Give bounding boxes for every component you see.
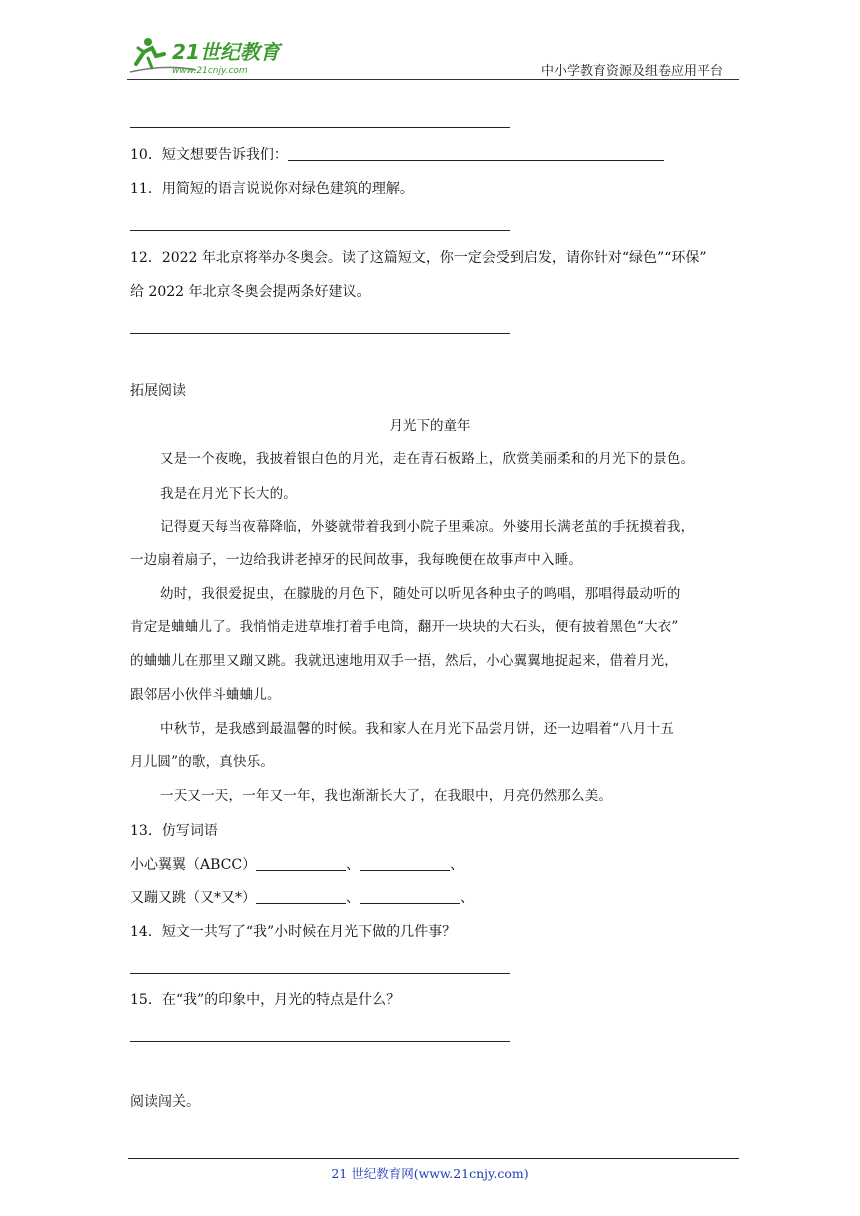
pattern-label: 小心翼翼（ABCC） (130, 857, 257, 873)
question-11: 11．用简短的语言说说你对绿色建筑的理解。 (130, 181, 414, 197)
answer-blank[interactable] (288, 146, 664, 161)
header-divider (127, 79, 739, 80)
passage-line: 一边扇着扇子，一边给我讲老掉牙的民间故事，我每晚便在故事声中入睡。 (130, 552, 583, 568)
answer-line[interactable] (130, 333, 510, 334)
question-15: 15．在“我”的印象中，月光的特点是什么？ (130, 992, 401, 1008)
answer-blank[interactable] (256, 856, 346, 871)
passage-line: 中秋节，是我感到最温馨的时候。我和家人在月光下品尝月饼，还一边唱着“八月十五 (160, 721, 675, 737)
question-12-line1: 12．2022 年北京将举办冬奥会。读了这篇短文，你一定会受到启发，请你针对“绿色”“环保” (130, 250, 707, 266)
passage-line: 幼时，我很爱捉虫，在朦胧的月色下，随处可以听见各种虫子的鸣唱，那唱得最动听的 (160, 586, 681, 602)
footer-divider (128, 1158, 739, 1159)
runner-logo-icon (126, 34, 286, 78)
section-heading: 拓展阅读 (130, 383, 186, 399)
site-logo (126, 34, 286, 78)
question-13-row-b: 又蹦又跳（又*又*） 、 、 (130, 890, 474, 906)
passage-line: 一天又一天，一年又一年，我也渐渐长大了，在我眼中，月亮仍然那么美。 (160, 788, 613, 804)
question-12-line2: 给 2022 年北京冬奥会提两条好建议。 (130, 284, 371, 300)
answer-line[interactable] (130, 127, 510, 128)
answer-blank[interactable] (256, 889, 346, 904)
passage-title: 月光下的童年 (389, 418, 471, 434)
passage-line: 记得夏天每当夜幕降临，外婆就带着我到小院子里乘凉。外婆用长满老茧的手抚摸着我， (160, 519, 695, 535)
pattern-label: 又蹦又跳（又*又*） (130, 890, 256, 906)
answer-line[interactable] (130, 973, 510, 974)
passage-line: 我是在月光下长大的。 (160, 486, 297, 502)
footer-link[interactable]: 21 世纪教育网(www.21cnjy.com) (331, 1166, 529, 1181)
platform-name: 中小学教育资源及组卷应用平台 (541, 64, 724, 79)
logo-url: www.21cnjy.com (172, 66, 248, 76)
question-13: 13．仿写词语 (130, 823, 218, 839)
passage-line: 跟邻居小伙伴斗蛐蛐儿。 (130, 687, 281, 703)
question-13-row-a: 小心翼翼（ABCC） 、 、 (130, 857, 465, 873)
answer-line[interactable] (130, 230, 510, 231)
answer-line[interactable] (130, 1041, 510, 1042)
passage-line: 肯定是蛐蛐儿了。我悄悄走进草堆打着手电筒，翻开一块块的大石头，便有披着黑色“大衣” (130, 619, 679, 635)
passage-line: 的蛐蛐儿在那里又蹦又跳。我就迅速地用双手一捂，然后，小心翼翼地捉起来，借着月光， (130, 653, 678, 669)
logo-text: 21世纪教育 (172, 40, 280, 64)
answer-blank[interactable] (360, 856, 450, 871)
question-10 (130, 145, 664, 165)
section-heading: 阅读闯关。 (130, 1094, 200, 1110)
answer-blank[interactable] (360, 889, 460, 904)
passage-line: 月儿圆”的歌，真快乐。 (130, 754, 275, 770)
question-10-text: 10．短文想要告诉我们： (130, 147, 288, 163)
passage-line: 又是一个夜晚，我披着银白色的月光，走在青石板路上，欣赏美丽柔和的月光下的景色。 (160, 451, 695, 467)
question-14: 14．短文一共写了“我”小时候在月光下做的几件事？ (130, 924, 457, 940)
